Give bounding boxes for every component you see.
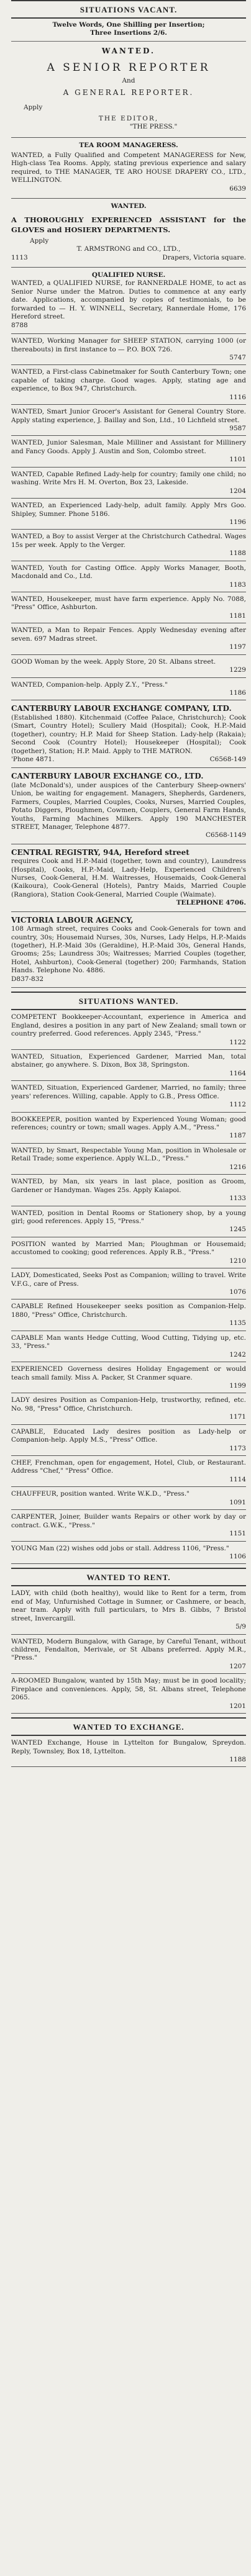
ad-head: CENTRAL REGISTRY, 94A, Hereford street	[11, 847, 189, 857]
ad-text: WANTED, Housekeeper, must have farm experience. Apply No. 7088, "Press" Office, Ashburton.	[11, 595, 246, 612]
ad-number: 1151	[229, 1530, 246, 1538]
ad-number: 1207	[229, 1662, 246, 1670]
ad-number: 6639	[229, 184, 246, 192]
ad-number: 1173	[229, 1444, 246, 1452]
ad-head: CANTERBURY LABOUR EXCHANGE COMPANY, LTD.	[11, 704, 232, 713]
classified-ad	[11, 530, 246, 561]
ad-paper: "THE PRESS."	[129, 123, 178, 131]
classified-ad	[11, 1331, 246, 1362]
ad-number: 1135	[229, 1319, 246, 1327]
ad-number: 9587	[229, 425, 246, 433]
ad-number: 1133	[229, 1195, 246, 1203]
ad-text: WANTED, Junior Salesman, Male Milliner and Assistant for Millinery and Fancy Goods. Apply J. Austin and Son, Colombo street.	[11, 439, 246, 455]
ad-text: COMPETENT Bookkeeper-Accountant, experience in America and England, desires a position in any part of New Zealand; small town or country preferred. Good references. Apply 2345, "Press."	[11, 1013, 246, 1038]
classified-ad	[11, 1542, 246, 1565]
ad-text: WANTED, Youth for Casting Office. Apply Works Manager, Booth, Macdonald and Co., Ltd.	[11, 564, 246, 581]
ad-text: WANTED, a Boy to assist Verger at the Christchurch Cathedral. Wages 15s per week. Apply to the Verger.	[11, 533, 246, 549]
ad-wanted: WANTED.	[101, 47, 156, 56]
classified-ad	[11, 499, 246, 530]
classified-ad	[11, 678, 246, 701]
ad-number: 1106	[229, 1552, 246, 1560]
ad-head: TEA ROOM MANAGERESS.	[79, 142, 178, 150]
ad-number: 1113	[11, 253, 28, 261]
labour-exchange-ad	[11, 700, 246, 768]
ad-head: CANTERBURY LABOUR EXCHANGE CO., LTD.	[11, 772, 204, 781]
ad-number: 1188	[229, 1755, 246, 1763]
ad-text: WANTED, Modern Bungalow, with Garage, by Careful Tenant, without children, Fendalton, Merivale, or St Albans preferred. Apply M.R., "Press."	[11, 1637, 246, 1662]
ad-firm: T. ARMSTRONG and CO., LTD.,	[76, 245, 181, 253]
ad-head: VICTORIA LABOUR AGENCY,	[11, 915, 134, 924]
ad-text: A-ROOMED Bungalow, wanted by 15th May; must be in good locality; Fireplace and conveniences. Apply, 58, St. Albans street, Telephone 2065.	[11, 1677, 246, 1702]
classified-ad	[11, 1144, 246, 1175]
ad-text: LADY, Domesticated, Seeks Post as Companion; willing to travel. Write V.F.G., care of Press.	[11, 1272, 246, 1288]
ad-text: WANTED, a First-class Cabinetmaker for South Canterbury Town; one capable of taking charge. Good wages. Apply, stating age and experience, to Box 947, Christchurch.	[11, 368, 246, 393]
ad-text: WANTED, a Man to Repair Fences. Apply Wednesday evening after seven. 697 Madras street.	[11, 626, 246, 643]
classified-ad	[11, 592, 246, 623]
ad-text: WANTED Exchange, House in Lyttelton for Bungalow, Spreydon. Reply, Townsley, Box 18, Lyttelton.	[11, 1739, 246, 1755]
ad-text: POSITION wanted by Married Man; Ploughman or Housemaid; accustomed to cooking; good references. Apply R.B., "Press."	[11, 1240, 246, 1257]
ad-number: 1164	[229, 1069, 246, 1077]
classified-ad	[11, 1362, 246, 1393]
ad-number: 1101	[229, 456, 246, 464]
ad-number: 1183	[229, 581, 246, 589]
classified-ad	[11, 405, 246, 436]
ad-number: 1196	[229, 518, 246, 526]
ad-text: WANTED, Situation, Experienced Gardener, Married, no family; three years' references. Willing, capable. Apply to G.B., Press Office.	[11, 1084, 246, 1100]
classified-ad	[11, 1268, 246, 1299]
classified-list	[11, 1736, 246, 1767]
ad-text: CHEF, Frenchman, open for engagement, Hotel, Club, or Restaurant. Address "Chef," "Press" Office.	[11, 1459, 246, 1475]
ad-address: Drapers, Victoria square.	[162, 253, 246, 261]
ad-text: CHAUFFEUR, position wanted. Write W.K.D., "Press."	[11, 1490, 189, 1498]
ad-body: (late McDonald's), under auspices of the Canterbury Sheep-owners' Union, be waiting for engagement. Managers, Shepherds, Gardeners, Farmers, Couples, Married Couples, Cooks, Nurses, Married Couples, Potato Diggers, Ploughmen, Cowmen, Couplers, General Farm Hands, Youths, Farming Machines Milkers. Apply 190 MANCHESTER STREET, Manager, Telephone 4877.	[11, 781, 246, 831]
classified-list	[11, 1010, 246, 1564]
ad-text: WANTED, by Smart, Respectable Young Man, position in Wholesale or Retail Trade; some experience. Apply W.L.D., "Press."	[11, 1146, 246, 1163]
ad-number: 1201	[229, 1702, 246, 1710]
classified-ad	[11, 1237, 246, 1268]
ad-text: WANTED, Situation, Experienced Gardener, Married Man, total abstainer, go anywhere. S. Dixon, Box 38, Springston.	[11, 1052, 246, 1069]
gloves-ad	[11, 199, 246, 268]
classified-ad	[11, 1050, 246, 1081]
ad-text: WANTED, an Experienced Lady-help, adult family. Apply Mrs Goo. Shipley, Sumner. Phone 5186.	[11, 502, 246, 518]
classified-ad	[11, 1393, 246, 1424]
ad-number: 1091	[229, 1498, 246, 1506]
ad-number: 8788	[11, 321, 28, 329]
ad-number: 1204	[229, 487, 246, 495]
section-heading-vacant: SITUATIONS VACANT.	[11, 0, 246, 19]
ad-text: WANTED, by Man, six years in last place, position as Groom, Gardener or Handyman. Wages 25s. Apply Kaiapoi.	[11, 1178, 246, 1194]
classified-list	[11, 1586, 246, 1714]
ad-apply: Apply	[24, 104, 43, 112]
classified-ad	[11, 1206, 246, 1237]
classified-ad	[11, 1586, 246, 1634]
ad-body: WANTED, a QUALIFIED NURSE, for RANNERDALE HOME, to act as Senior Nurse under the Matron. Duties to commence at any early date. Applications, accompanied by copies of testimonials, to be forwarded to — H. Y. WINNELL, Secretary, Rannerdale Home, 176 Hereford street.	[11, 279, 246, 321]
ad-body: requires Cook and H.P.-Maid (together, town and country), Laundress (Hospital), Cooks, H.P.-Maid, Lady-Help, Experienced Children's Nurses, Cook-General, H.M. Waitresses, Housemaids, Cook-General (Kaikoura), Cook-General (Hotels), Pantry Maids, Married Couple (Rangiora), Station Cook-General, Married Couple (Waimate).	[11, 857, 246, 898]
classified-ad	[11, 1456, 246, 1487]
classified-list	[11, 334, 246, 700]
ad-line: A GENERAL REPORTER.	[63, 88, 194, 97]
classified-ad	[11, 623, 246, 654]
section-heading-rent: WANTED TO RENT.	[11, 1568, 246, 1586]
classified-ad	[11, 1635, 246, 1674]
ad-number: 5747	[229, 353, 246, 361]
rates-line: Three Insertions 2/6.	[90, 29, 167, 37]
ad-footer	[11, 756, 246, 764]
ad-number: 1181	[229, 612, 246, 620]
ad-text: WANTED, Working Manager for SHEEP STATION, carrying 1000 (or thereabouts) in first instance to — P.O. BOX 726.	[11, 337, 246, 353]
ad-text: CARPENTER, Joiner, Builder wants Repairs or other work by day or contract. G.W.K., "Press."	[11, 1513, 246, 1529]
ad-number: 5/9	[235, 1623, 246, 1631]
victoria-agency-ad	[11, 912, 246, 988]
nurse-ad	[11, 268, 246, 334]
tea-room-ad	[11, 138, 246, 199]
classified-ad	[11, 1113, 246, 1144]
ad-number: 1199	[229, 1381, 246, 1390]
ad-number: 1242	[229, 1350, 246, 1358]
ad-text: WANTED, Smart Junior Grocer's Assistant for General Country Store. Apply stating experience, J. Baillay and Son, Ltd., 10 Lichfield street.	[11, 408, 246, 424]
ad-number: 1186	[229, 689, 246, 697]
ad-number: 1197	[229, 643, 246, 651]
ad-number: 1216	[229, 1163, 246, 1171]
classified-ad	[11, 1010, 246, 1050]
classified-ad	[11, 1299, 246, 1331]
ad-text: CAPABLE, Educated Lady desires position as Lady-help or Companion-help. Apply M.S., "Press" Office.	[11, 1427, 246, 1444]
ad-text: CAPABLE Refined Housekeeper seeks position as Companion-Help. 1880, "Press" Office, Christchurch.	[11, 1303, 246, 1319]
classified-ad	[11, 1175, 246, 1206]
ad-text: WANTED, Companion-help. Apply Z.Y., "Press."	[11, 680, 168, 689]
classified-ad	[11, 1487, 246, 1510]
ad-telephone: TELEPHONE 4706.	[176, 899, 246, 907]
ad-number: 1210	[229, 1257, 246, 1265]
ad-text: WANTED, Capable Refined Lady-help for country; family one child; no washing. Write Mrs H. M. Overton, Box 23, Lakeside.	[11, 470, 246, 487]
classified-ad	[11, 468, 246, 499]
classified-ad	[11, 1081, 246, 1112]
ad-text: GOOD Woman by the week. Apply Store, 20 St. Albans street.	[11, 658, 216, 666]
ad-number: D837-832	[11, 975, 44, 983]
rates-notice	[11, 19, 246, 42]
ad-body: (Established 1880). Kitchenmaid (Coffee Palace, Christchurch); Cook (Smart, Country Hotel); Scullery Maid (Hospital); Cook, H.P.-Maid (together), country; H.P. Maid for Sheep Station. Lady-help (Rakaia); Second Cook (Country Hotel); Housekeeper (Hospital); Cook (together), Station; H.P. Maid. Apply to THE MATRON.	[11, 713, 246, 755]
ad-number: 1112	[229, 1101, 246, 1109]
ad-number: 1116	[229, 393, 246, 401]
classified-ad	[11, 561, 246, 592]
ad-and: And	[122, 77, 135, 85]
central-registry-ad	[11, 844, 246, 912]
rates-line: Twelve Words, One Shilling per Insertion;	[52, 21, 205, 29]
ad-head: QUALIFIED NURSE.	[91, 271, 166, 279]
section-heading-exchange: WANTED TO EXCHANGE.	[11, 1717, 246, 1736]
ad-number: 1229	[229, 666, 246, 674]
ad-number: 1187	[229, 1132, 246, 1140]
section-heading-wanted: SITUATIONS WANTED.	[11, 992, 246, 1010]
ad-phone: 'Phone 4871.	[11, 755, 55, 763]
ad-number: 1076	[229, 1288, 246, 1296]
ad-text: YOUNG Man (22) wishes odd jobs or stall. Address 1106, "Press."	[11, 1544, 229, 1552]
ad-number: 1188	[229, 549, 246, 558]
ad-number: 1122	[229, 1038, 246, 1046]
classified-ad	[11, 334, 246, 365]
ad-number: C6568-1149	[205, 831, 246, 839]
labour-exchange-ad-2	[11, 768, 246, 844]
classified-ad	[11, 1736, 246, 1767]
ad-number: 1114	[229, 1475, 246, 1483]
ad-body: WANTED, a Fully Qualified and Competent MANAGERESS for New, High-class Tea Rooms. Apply, stating previous experience and salary required, to THE MANAGER, TE ARO HOUSE DRAPERY CO., LTD., WELLINGTON.	[11, 151, 246, 184]
ad-body: A THOROUGHLY EXPERIENCED ASSISTANT for the GLOVES and HOSIERY DEPARTMENTS.	[11, 215, 246, 234]
ad-text: CAPABLE Man wants Hedge Cutting, Wood Cutting, Tidying up, etc. 33, "Press."	[11, 1334, 246, 1350]
ad-body: 108 Armagh street, requires Cooks and Cook-Generals for town and country, 30s; Housemaid Nurses, 30s, Nurses, Lady Helps, H.P.-Maids (together), H.P.-Maid 30s (Geraldine), H.P.-Maid 30s, General Hands, Grooms; 25s; Laundress 30s; Waitresses; Married Couples (together, Hotel, Ashburton), Cook-General (together) 200; Farmhands, Station Hands. Telephone No. 4886.	[11, 925, 246, 975]
classified-ad	[11, 1674, 246, 1714]
classified-ad	[11, 1425, 246, 1456]
ad-line: A SENIOR REPORTER	[47, 61, 211, 74]
classified-ad	[11, 655, 246, 678]
press-reporter-ad	[11, 42, 246, 138]
ad-text: LADY, with child (both healthy), would like to Rent for a term, from end of May, Unfurnished Cottage in Sumner, or Cashmere, or beach, near tram. Apply with full particulars, to Mrs B. Gibbs, 7 Bristol street, Invercargill.	[11, 1589, 246, 1622]
ad-footer	[11, 254, 246, 262]
ad-text: WANTED, position in Dental Rooms or Stationery shop, by a young girl; good references. Apply 15, "Press."	[11, 1209, 246, 1225]
ad-number: 1171	[229, 1413, 246, 1421]
ad-text: EXPERIENCED Governess desires Holiday Engagement or would teach small family. Miss A. Packer, St Cranmer square.	[11, 1365, 246, 1381]
classified-ad	[11, 436, 246, 467]
classified-ad	[11, 1510, 246, 1541]
classified-ad	[11, 365, 246, 405]
ad-wanted: WANTED.	[111, 202, 147, 210]
ad-text: LADY desires Position as Companion-Help, trustworthy, refined, etc. No. 98, "Press" Office, Christchurch.	[11, 1396, 246, 1412]
ad-to: THE EDITOR,	[98, 114, 159, 122]
ad-number: 1245	[229, 1226, 246, 1234]
ad-text: BOOKKEEPER, position wanted by Experienced Young Woman; good references; country or town; small wages. Apply A.M., "Press."	[11, 1115, 246, 1132]
ad-number: C6568-149	[209, 755, 246, 763]
ad-apply: Apply	[30, 237, 49, 245]
